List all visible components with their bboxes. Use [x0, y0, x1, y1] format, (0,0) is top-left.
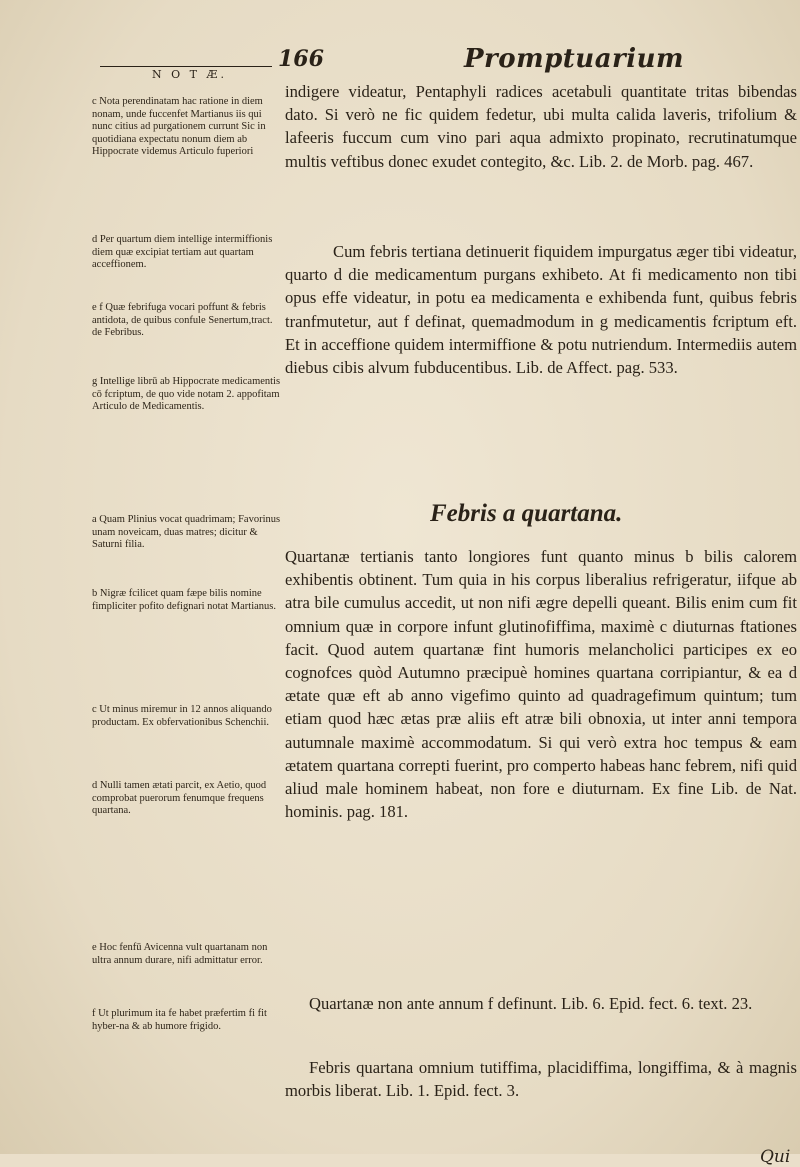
marginal-note: g Intellige librū ab Hippocrate medicamentis cō fcriptum, de quo vide notam 2. appofitam Articulo de Medicamentis. — [92, 376, 281, 413]
marginal-note: c Ut minus miremur in 12 annos aliquando productam. Ex obfervationibus Schenchii. — [92, 704, 272, 728]
marginal-note: a Quam Plinius vocat quadrimam; Favorinus unam noveicam, duas matres; dicitur & Saturni filia. — [92, 514, 281, 551]
catchword: Qui — [760, 1147, 791, 1167]
header-rule — [100, 66, 272, 67]
page-number: 166 — [278, 46, 324, 72]
marginal-note: d Nulli tamen ætati parcit, ex Aetio, quod comprobat puerorum fenumque frequens quartana. — [92, 780, 267, 817]
marginal-note: d Per quartum diem intellige intermiffionis diem quæ excipiat tertiam aut quartam acceffionem. — [92, 234, 273, 271]
marginal-note: c Nota perendinatam hac ratione in diem nonam, unde fuccenfet Martianus iis qui nunc citius ad purgationem currunt Sic in quotidiana expectatu nonum diem ab Hippocrate videmus Articulo fuperiori — [92, 96, 266, 158]
paragraph: Febris quartana omnium tutiffima, placidiffima, longiffima, & à magnis morbis liberat. Lib. 1. Epid. fect. 3. — [285, 1058, 797, 1101]
paragraph: Quartanæ tertianis tanto longiores funt quanto minus b bilis calorem exhibentis obtinent. Tum quia in his corpus liberalius refrigeratur, iifque ab atra bile cumulus accedit, ut non nifi ægre depelli queant. Bilis enim cum fit omnium quæ in corpore infunt glutinofiffima, maximè c diuturnas ftationes facit. Quod autem quartanæ fint humoris melancholici participes ex eo cognofces quòd Autumno præcipuè homines quartana corripiantur, & ea d ætate quæ eft ab anno vigefimo quinto ad quadragefimum quintum; tum etiam quod hæc ætas præ aliis eft atræ bili obnoxia, ut inter anni tempora autumnale maximè accommodatum. Si qui verò extra hoc tempus & eam ætatem quartana correpti fuerint, pro comperto habeas hanc febrem, nifi quid aliud male hominem habeat, non fore e diuturnam. Ex fine Lib. de Nat. hominis. pag. 181. — [285, 547, 797, 822]
marginal-note: f Ut plurimum ita fe habet præfertim fi fit hyber-na & ab humore frigido. — [92, 1008, 267, 1032]
paragraph: Quartanæ non ante annum f definunt. Lib. 6. Epid. fect. 6. text. 23. — [309, 994, 753, 1013]
running-title: Promptuarium — [464, 44, 685, 74]
marginal-note: e f Quæ febrifuga vocari poffunt & febris antidota, de quibus confule Senertum,tract. de Febribus. — [92, 302, 273, 339]
marginal-note: b Nigræ fcilicet quam fæpe bilis nomine fimpliciter pofito defignari notat Martianus. — [92, 588, 276, 612]
marginal-note: e Hoc fenfū Avicenna vult quartanam non ultra annum durare, nifi admittatur error. — [92, 942, 268, 966]
section-heading: Febris a quartana. — [430, 500, 623, 527]
paragraph: Cum febris tertiana detinuerit fiquidem impurgatus æger tibi videatur, quarto d die medicamentum purgans exhibeto. At fi medicamento non tibi opus effe videatur, in potu ea medicamenta e exhibenda funt, quibus febris tranfmutetur, aut f definat, quemadmodum in g medicamentis fcriptum eft. Et in acceffione quidem intermiffione & potu nutriendum. Intermediis autem diebus cibis alvum fubducentibus. Lib. de Affect. pag. 533. — [285, 242, 797, 378]
paragraph: indigere videatur, Pentaphyli radices acetabuli quantitate tritas bibendas dato. Si verò ne fic quidem fedetur, ubi multa calida laveris, trifolium & lafeeris fuccum cum vino pari aqua admixto propinato, recrutinatumque multis veftibus donec exudet contegito, &c. Lib. 2. de Morb. pag. 467. — [285, 82, 797, 171]
notae-label: N O T Æ. — [152, 68, 227, 81]
page-header — [92, 42, 792, 82]
